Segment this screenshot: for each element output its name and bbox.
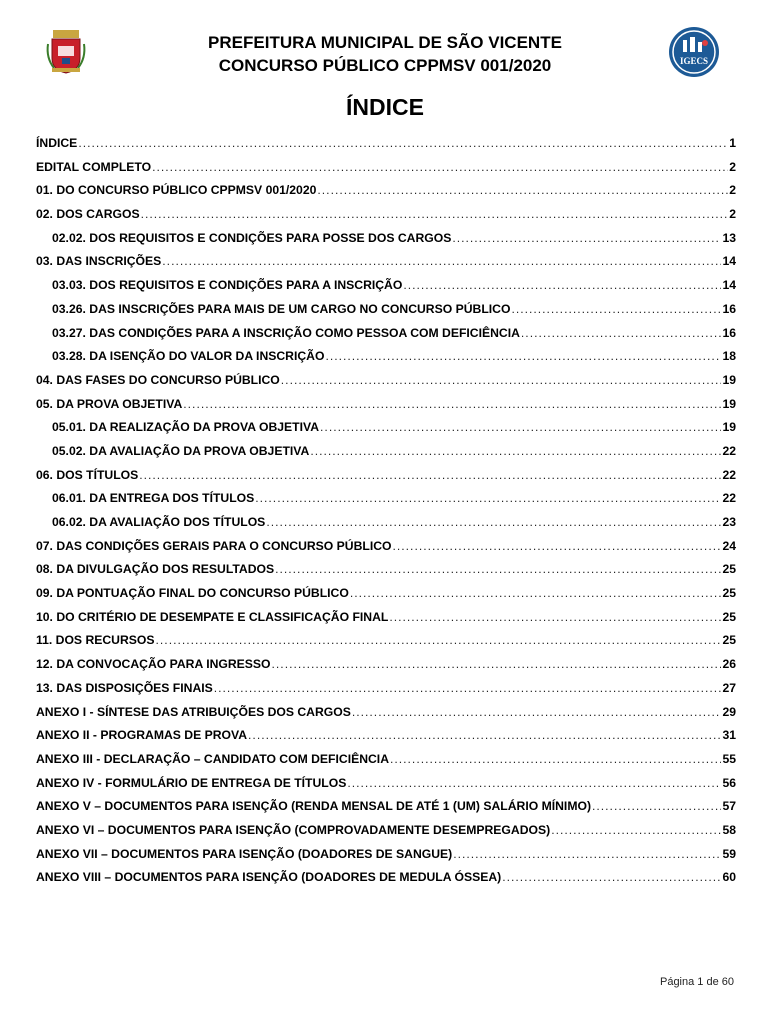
toc-entry-label: ANEXO I - SÍNTESE DAS ATRIBUIÇÕES DOS CARGOS xyxy=(36,704,351,719)
toc-dot-leader xyxy=(310,444,721,458)
toc-dot-leader xyxy=(352,705,722,719)
toc-entry[interactable] xyxy=(36,160,736,184)
toc-entry-label: 03.27. DAS CONDIÇÕES PARA A INSCRIÇÃO COMO PESSOA COM DEFICIÊNCIA xyxy=(52,325,520,340)
toc-dot-leader xyxy=(272,657,722,671)
toc-entry-label: 12. DA CONVOCAÇÃO PARA INGRESSO xyxy=(36,657,271,672)
toc-entry-label: 03. DAS INSCRIÇÕES xyxy=(36,254,162,269)
toc-entry-page: 19 xyxy=(722,372,736,387)
toc-entry-page: 16 xyxy=(722,325,736,340)
page-header xyxy=(0,0,770,90)
toc-entry[interactable] xyxy=(36,681,736,705)
toc-dot-leader xyxy=(266,515,721,529)
toc-entry-page: 19 xyxy=(722,420,736,435)
toc-entry-label: 11. DOS RECURSOS xyxy=(36,633,155,648)
toc-entry[interactable] xyxy=(36,136,736,160)
toc-entry[interactable] xyxy=(36,728,736,752)
toc-entry-label: ÍNDICE xyxy=(36,136,78,150)
toc-entry-label: ANEXO V – DOCUMENTOS PARA ISENÇÃO (RENDA MENSAL DE ATÉ 1 (UM) SALÁRIO MÍNIMO) xyxy=(36,799,592,814)
toc-entry-page: 22 xyxy=(722,443,736,458)
toc-entry[interactable] xyxy=(36,562,736,586)
toc-entry-label: 02. DOS CARGOS xyxy=(36,207,140,222)
toc-dot-leader xyxy=(281,373,722,387)
toc-entry-page: 1 xyxy=(729,136,736,150)
toc-entry[interactable] xyxy=(36,847,736,871)
toc-entry-label: 08. DA DIVULGAÇÃO DOS RESULTADOS xyxy=(36,562,275,577)
header-line-1: PREFEITURA MUNICIPAL DE SÃO VICENTE xyxy=(208,33,562,52)
toc-entry[interactable] xyxy=(36,207,736,231)
toc-dot-leader xyxy=(214,681,722,695)
toc-entry-page: 25 xyxy=(722,633,736,648)
toc-dot-leader xyxy=(325,349,721,363)
toc-entry-label: 07. DAS CONDIÇÕES GERAIS PARA O CONCURSO PÚBLICO xyxy=(36,538,392,553)
toc-entry[interactable] xyxy=(36,302,736,326)
toc-entry[interactable] xyxy=(36,823,736,847)
toc-dot-leader xyxy=(275,562,721,576)
toc-entry-label: 05. DA PROVA OBJETIVA xyxy=(36,396,183,411)
toc-entry-label: 06.01. DA ENTREGA DOS TÍTULOS xyxy=(52,491,255,506)
toc-entry-page: 22 xyxy=(722,467,736,482)
toc-dot-leader xyxy=(248,728,721,742)
toc-entry-page: 26 xyxy=(722,657,736,672)
toc-dot-leader xyxy=(255,491,721,505)
toc-dot-leader xyxy=(592,799,721,813)
toc-dot-leader xyxy=(389,610,721,624)
header-line-2: CONCURSO PÚBLICO CPPMSV 001/2020 xyxy=(218,56,552,75)
toc-entry-label: 06. DOS TÍTULOS xyxy=(36,467,139,482)
toc-entry[interactable] xyxy=(36,705,736,729)
toc-entry-label: EDITAL COMPLETO xyxy=(36,159,152,174)
municipal-coat-of-arms-icon xyxy=(44,30,88,74)
toc-entry-page: 18 xyxy=(722,349,736,364)
toc-entry-page: 14 xyxy=(722,254,736,269)
toc-entry[interactable] xyxy=(36,752,736,776)
toc-entry-label: 05.02. DA AVALIAÇÃO DA PROVA OBJETIVA xyxy=(52,443,310,458)
toc-entry-page: 60 xyxy=(722,870,736,885)
toc-dot-leader xyxy=(141,207,729,221)
toc-entry-page: 24 xyxy=(722,538,736,553)
toc-dot-leader xyxy=(78,136,728,150)
toc-entry-page: 22 xyxy=(722,491,736,506)
toc-dot-leader xyxy=(350,586,722,600)
toc-entry-label: ANEXO IV - FORMULÁRIO DE ENTREGA DE TÍTULOS xyxy=(36,775,347,790)
toc-dot-leader xyxy=(521,326,722,340)
toc-entry-page: 19 xyxy=(722,396,736,411)
toc-entry[interactable] xyxy=(36,373,736,397)
toc-entry-label: ANEXO VII – DOCUMENTOS PARA ISENÇÃO (DOADORES DE SANGUE) xyxy=(36,846,453,861)
toc-dot-leader xyxy=(183,397,721,411)
toc-entry[interactable] xyxy=(36,254,736,278)
toc-dot-leader xyxy=(317,183,728,197)
toc-entry[interactable] xyxy=(36,278,736,302)
toc-entry-label: 02.02. DOS REQUISITOS E CONDIÇÕES PARA POSSE DOS CARGOS xyxy=(52,230,452,245)
toc-entry-label: 06.02. DA AVALIAÇÃO DOS TÍTULOS xyxy=(52,515,266,529)
toc-entry[interactable] xyxy=(36,515,736,539)
toc-entry-page: 25 xyxy=(722,586,736,601)
toc-entry-page: 55 xyxy=(722,751,736,766)
toc-entry[interactable] xyxy=(36,349,736,373)
toc-entry[interactable] xyxy=(36,468,736,492)
toc-entry-label: 03.26. DAS INSCRIÇÕES PARA MAIS DE UM CARGO NO CONCURSO PÚBLICO xyxy=(52,301,511,316)
header-title xyxy=(150,31,620,77)
toc-entry-label: 03.03. DOS REQUISITOS E CONDIÇÕES PARA A INSCRIÇÃO xyxy=(52,278,403,293)
toc-entry-label: 03.28. DA ISENÇÃO DO VALOR DA INSCRIÇÃO xyxy=(52,349,325,364)
toc-dot-leader xyxy=(502,870,721,884)
toc-entry[interactable] xyxy=(36,633,736,657)
toc-entry-label: 05.01. DA REALIZAÇÃO DA PROVA OBJETIVA xyxy=(52,420,320,435)
toc-entry-page: 2 xyxy=(729,183,736,198)
toc-dot-leader xyxy=(453,847,721,861)
toc-dot-leader xyxy=(393,539,722,553)
toc-dot-leader xyxy=(139,468,721,482)
toc-dot-leader xyxy=(320,420,721,434)
toc-dot-leader xyxy=(347,776,721,790)
toc-entry-label: 10. DO CRITÉRIO DE DESEMPATE E CLASSIFICAÇÃO FINAL xyxy=(36,609,389,624)
toc-entry-page: 2 xyxy=(729,159,736,174)
toc-entry[interactable] xyxy=(36,183,736,207)
toc-entry-page: 13 xyxy=(722,230,736,245)
toc-entry-page: 29 xyxy=(722,704,736,719)
toc-entry[interactable] xyxy=(36,870,736,894)
toc-entry-label: 01. DO CONCURSO PÚBLICO CPPMSV 001/2020 xyxy=(36,183,317,198)
toc-entry[interactable] xyxy=(36,586,736,610)
toc-dot-leader xyxy=(152,160,728,174)
toc-entry-page: 59 xyxy=(722,846,736,861)
toc-entry-page: 25 xyxy=(722,609,736,624)
toc-entry-page: 27 xyxy=(722,680,736,695)
toc-entry-label: ANEXO VIII – DOCUMENTOS PARA ISENÇÃO (DOADORES DE MEDULA ÓSSEA) xyxy=(36,870,502,885)
toc-entry-page: 31 xyxy=(722,728,736,743)
toc-entry-label: ANEXO II - PROGRAMAS DE PROVA xyxy=(36,728,248,743)
toc-entry[interactable] xyxy=(36,776,736,800)
toc-entry[interactable] xyxy=(36,420,736,444)
toc-dot-leader xyxy=(156,633,722,647)
toc-dot-leader xyxy=(390,752,721,766)
toc-entry[interactable] xyxy=(36,657,736,681)
toc-entry-label: ANEXO III - DECLARAÇÃO – CANDIDATO COM DEFICIÊNCIA xyxy=(36,751,389,766)
toc-entry-page: 25 xyxy=(722,562,736,577)
toc-entry-label: 04. DAS FASES DO CONCURSO PÚBLICO xyxy=(36,372,280,387)
toc-entry-page: 2 xyxy=(729,207,736,222)
toc-entry-page: 14 xyxy=(722,278,736,293)
toc-dot-leader xyxy=(511,302,721,316)
igecs-logo-text: IGECS xyxy=(679,56,709,66)
toc-entry-page: 56 xyxy=(722,775,736,790)
toc-entry[interactable] xyxy=(36,444,736,468)
page-number: Página 1 de 60 xyxy=(659,976,734,988)
toc-entry[interactable] xyxy=(36,326,736,350)
igecs-logo-icon xyxy=(668,26,720,78)
toc-entry-page: 16 xyxy=(722,301,736,316)
toc-entry-label: 09. DA PONTUAÇÃO FINAL DO CONCURSO PÚBLICO xyxy=(36,586,349,601)
toc-entry[interactable] xyxy=(36,231,736,255)
toc-entry-page: 58 xyxy=(722,822,736,837)
toc-entry[interactable] xyxy=(36,799,736,823)
toc-dot-leader xyxy=(162,254,721,268)
page-title: ÍNDICE xyxy=(346,94,424,120)
toc-entry-label: ANEXO VI – DOCUMENTOS PARA ISENÇÃO (COMPROVADAMENTE DESEMPREGADOS) xyxy=(36,822,551,837)
toc-dot-leader xyxy=(403,278,721,292)
toc-entry[interactable] xyxy=(36,491,736,515)
toc-entry-page: 23 xyxy=(722,515,736,529)
table-of-contents xyxy=(36,136,736,894)
toc-entry-label: 13. DAS DISPOSIÇÕES FINAIS xyxy=(36,680,213,695)
toc-dot-leader xyxy=(551,823,721,837)
toc-entry-page: 57 xyxy=(722,799,736,814)
toc-entry[interactable] xyxy=(36,539,736,563)
toc-entry[interactable] xyxy=(36,610,736,634)
toc-dot-leader xyxy=(452,231,721,245)
toc-entry[interactable] xyxy=(36,397,736,421)
